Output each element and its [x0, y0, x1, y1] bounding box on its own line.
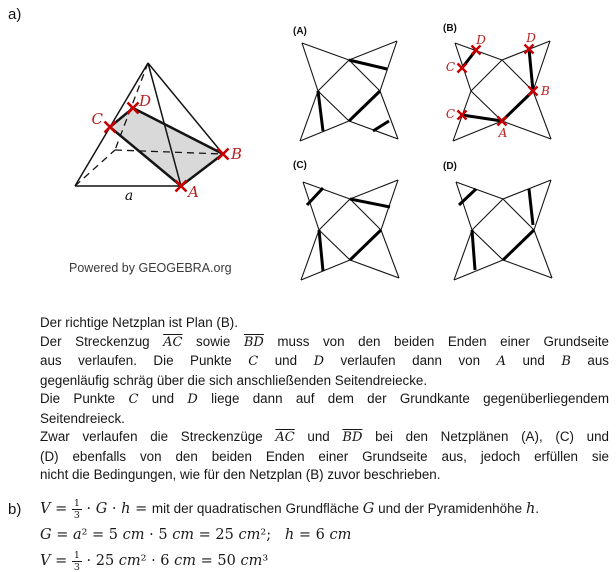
net-point-label: B: [541, 84, 550, 98]
pyramid-point-label: C: [91, 110, 103, 128]
text-line: aus verlaufen. Die Punkte C und D verlaufen dann von A und B aus: [40, 353, 609, 369]
section-a-label: a): [8, 6, 22, 23]
net-point-label: C: [445, 107, 455, 121]
net-plan-label-d: (D): [443, 161, 457, 172]
base-edge-label: a: [124, 188, 134, 204]
pyramid-point-label: A: [188, 183, 199, 201]
net-plan-label-b: (B): [443, 23, 457, 34]
net-plan-figure-a: [283, 31, 405, 147]
net-point-label: D: [526, 31, 536, 45]
text-line: (D) ebenfalls von den beiden Enden einer Grundseite aus, jedoch erfüllen sie: [40, 448, 609, 464]
text-line: G = a² = 5 cm · 5 cm = 25 cm²; h = 6 cm: [40, 527, 352, 543]
pyramid-figure: [0, 0, 280, 240]
text-line: nicht die Bedingungen, wie für den Netzplan (B) zuvor beschrieben.: [40, 467, 441, 482]
answer-text: [40, 314, 609, 485]
text-line: Der richtige Netzplan ist Plan (B).: [40, 315, 238, 330]
fraction: $\frac{1}{3}$: [73, 549, 80, 572]
net-point-label: A: [498, 126, 508, 140]
section-b-label: b): [8, 501, 22, 518]
text-line: Seitendreieck.: [40, 410, 125, 426]
solution-b-lines: [40, 496, 610, 572]
net-point-label: C: [445, 60, 455, 74]
fraction: $\frac{1}{3}$: [73, 497, 80, 522]
net-plan-figure-b: [436, 31, 558, 147]
geogebra-credit: Powered by GEOGEBRA.org: [69, 261, 232, 275]
net-point-label: D: [476, 33, 486, 47]
text-line: V = $\frac{1}{3}$ · G · h = mit der quadratischen Grundfläche G und der Pyramidenhöhe h.: [40, 497, 540, 522]
text-line: gegenläufig schräg über die sich anschließenden Seitendreiecke.: [40, 372, 428, 388]
pyramid-point-label: D: [139, 92, 152, 110]
net-plan-label-a: (A): [293, 26, 307, 37]
pyramid-point-label: B: [231, 145, 243, 163]
net-plan-figure-c: [284, 170, 406, 286]
net-plan-label-c: (C): [293, 160, 307, 171]
net-plan-figure-d: [437, 170, 559, 286]
text-line: V = $\frac{1}{3}$ · 25 cm² · 6 cm = 50 cm³: [40, 549, 269, 572]
text-line: Der Streckenzug $\overline{AC}$ sowie $\overline{BD}$ muss von den beiden Enden einer Grundseite: [40, 333, 609, 350]
text-line: Die Punkte C und D liege dann auf dem der Grundkante gegenüberliegendem: [40, 391, 609, 407]
text-line: Zwar verlaufen die Streckenzüge $\overline{AC}$ und $\overline{BD}$ bei den Netzplänen (A), (C) und: [40, 429, 609, 445]
